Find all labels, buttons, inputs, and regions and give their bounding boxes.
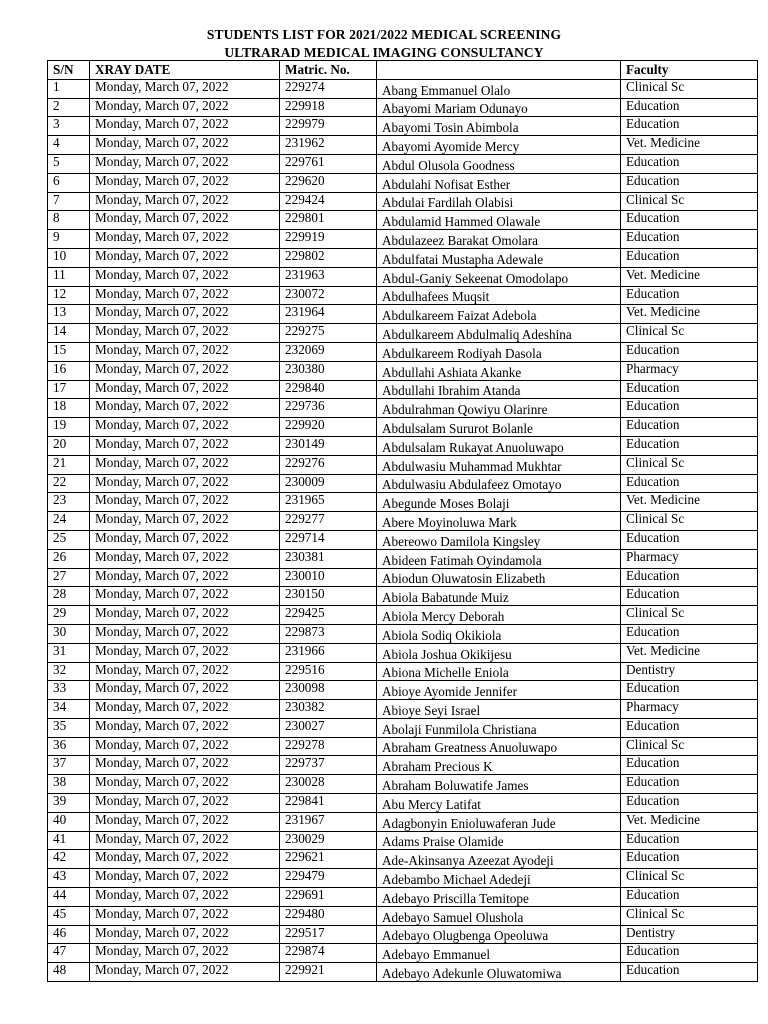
cell-sn: 37 [48,756,90,775]
cell-faculty: Vet. Medicine [621,305,758,324]
table-row [48,624,758,643]
cell-name: Abere Moyinoluwa Mark [377,512,621,531]
cell-xray-date: Monday, March 07, 2022 [90,888,280,907]
cell-faculty: Education [621,418,758,437]
table-row [48,549,758,568]
table-row [48,963,758,982]
cell-sn: 47 [48,944,90,963]
cell-faculty: Education [621,286,758,305]
cell-sn: 1 [48,79,90,98]
cell-sn: 6 [48,173,90,192]
cell-name: Abioye Ayomide Jennifer [377,681,621,700]
cell-xray-date: Monday, March 07, 2022 [90,136,280,155]
cell-xray-date: Monday, March 07, 2022 [90,436,280,455]
cell-sn: 38 [48,775,90,794]
cell-matric-no: 229874 [280,944,377,963]
cell-matric-no: 229918 [280,98,377,117]
table-row [48,662,758,681]
cell-faculty: Dentistry [621,662,758,681]
cell-name: Abu Mercy Latifat [377,794,621,813]
cell-faculty: Dentistry [621,925,758,944]
cell-sn: 17 [48,380,90,399]
cell-name: Abraham Boluwatife James [377,775,621,794]
cell-faculty: Education [621,117,758,136]
table-row [48,944,758,963]
cell-faculty: Pharmacy [621,549,758,568]
cell-name: Abdulhafees Muqsit [377,286,621,305]
table-row [48,831,758,850]
cell-name: Abdul Olusola Goodness [377,154,621,173]
table-row [48,906,758,925]
cell-matric-no: 229479 [280,869,377,888]
cell-name: Abereowo Damilola Kingsley [377,530,621,549]
cell-name: Abdulazeez Barakat Omolara [377,230,621,249]
cell-faculty: Education [621,399,758,418]
table-row [48,136,758,155]
cell-sn: 39 [48,794,90,813]
column-header-faculty: Faculty [621,61,758,80]
cell-name: Adebayo Emmanuel [377,944,621,963]
cell-xray-date: Monday, March 07, 2022 [90,568,280,587]
cell-faculty: Education [621,888,758,907]
cell-faculty: Education [621,831,758,850]
cell-matric-no: 232069 [280,342,377,361]
cell-name: Abraham Precious K [377,756,621,775]
table-row [48,324,758,343]
cell-matric-no: 231966 [280,643,377,662]
cell-faculty: Education [621,154,758,173]
table-row [48,643,758,662]
table-row [48,436,758,455]
document-header [0,26,768,62]
table-row [48,418,758,437]
cell-xray-date: Monday, March 07, 2022 [90,794,280,813]
cell-matric-no: 229736 [280,399,377,418]
cell-matric-no: 229714 [280,530,377,549]
cell-xray-date: Monday, March 07, 2022 [90,756,280,775]
table-row [48,98,758,117]
table-row [48,888,758,907]
cell-sn: 45 [48,906,90,925]
cell-xray-date: Monday, March 07, 2022 [90,944,280,963]
cell-faculty: Education [621,756,758,775]
students-table [47,60,758,982]
cell-xray-date: Monday, March 07, 2022 [90,718,280,737]
cell-sn: 46 [48,925,90,944]
cell-sn: 22 [48,474,90,493]
cell-faculty: Education [621,624,758,643]
cell-sn: 25 [48,530,90,549]
table-row [48,361,758,380]
cell-sn: 41 [48,831,90,850]
table-row [48,154,758,173]
table-row [48,399,758,418]
cell-matric-no: 230381 [280,549,377,568]
cell-name: Adagbonyin Enioluwaferan Jude [377,812,621,831]
cell-xray-date: Monday, March 07, 2022 [90,98,280,117]
cell-faculty: Education [621,794,758,813]
cell-name: Abdullahi Ibrahim Atanda [377,380,621,399]
cell-matric-no: 231964 [280,305,377,324]
cell-name: Adams Praise Olamide [377,831,621,850]
cell-xray-date: Monday, March 07, 2022 [90,643,280,662]
cell-xray-date: Monday, March 07, 2022 [90,587,280,606]
cell-faculty: Education [621,248,758,267]
cell-xray-date: Monday, March 07, 2022 [90,305,280,324]
cell-matric-no: 230027 [280,718,377,737]
cell-faculty: Vet. Medicine [621,812,758,831]
cell-name: Abideen Fatimah Oyindamola [377,549,621,568]
table-row [48,474,758,493]
cell-xray-date: Monday, March 07, 2022 [90,624,280,643]
cell-faculty: Education [621,211,758,230]
cell-name: Abiola Joshua Okikijesu [377,643,621,662]
cell-matric-no: 229274 [280,79,377,98]
cell-sn: 24 [48,512,90,531]
cell-faculty: Clinical Sc [621,324,758,343]
table-row [48,681,758,700]
cell-sn: 33 [48,681,90,700]
cell-xray-date: Monday, March 07, 2022 [90,248,280,267]
cell-name: Abayomi Tosin Abimbola [377,117,621,136]
cell-matric-no: 229425 [280,606,377,625]
cell-matric-no: 229761 [280,154,377,173]
cell-sn: 30 [48,624,90,643]
cell-matric-no: 229277 [280,512,377,531]
cell-matric-no: 229979 [280,117,377,136]
cell-matric-no: 231967 [280,812,377,831]
table-row [48,869,758,888]
cell-name: Abdul-Ganiy Sekeenat Omodolapo [377,267,621,286]
cell-matric-no: 231965 [280,493,377,512]
cell-name: Abraham Greatness Anuoluwapo [377,737,621,756]
cell-matric-no: 229841 [280,794,377,813]
cell-faculty: Education [621,530,758,549]
cell-faculty: Vet. Medicine [621,136,758,155]
table-row [48,850,758,869]
cell-matric-no: 229424 [280,192,377,211]
cell-faculty: Education [621,850,758,869]
cell-faculty: Education [621,775,758,794]
column-header-name [377,61,621,80]
cell-sn: 11 [48,267,90,286]
table-row [48,342,758,361]
cell-name: Abdulkareem Rodiyah Dasola [377,342,621,361]
cell-xray-date: Monday, March 07, 2022 [90,211,280,230]
cell-xray-date: Monday, March 07, 2022 [90,399,280,418]
cell-sn: 12 [48,286,90,305]
table-row [48,267,758,286]
cell-xray-date: Monday, March 07, 2022 [90,192,280,211]
column-header-sn: S/N [48,61,90,80]
cell-name: Abdulsalam Rukayat Anuoluwapo [377,436,621,455]
cell-xray-date: Monday, March 07, 2022 [90,963,280,982]
cell-xray-date: Monday, March 07, 2022 [90,925,280,944]
cell-name: Abiona Michelle Eniola [377,662,621,681]
cell-faculty: Clinical Sc [621,192,758,211]
cell-sn: 18 [48,399,90,418]
table-row [48,455,758,474]
cell-matric-no: 229801 [280,211,377,230]
cell-faculty: Education [621,681,758,700]
cell-name: Abiola Mercy Deborah [377,606,621,625]
cell-faculty: Clinical Sc [621,455,758,474]
cell-xray-date: Monday, March 07, 2022 [90,361,280,380]
cell-name: Adebayo Olugbenga Opeoluwa [377,925,621,944]
cell-name: Abiola Babatunde Muiz [377,587,621,606]
cell-name: Abioye Seyi Israel [377,700,621,719]
cell-matric-no: 230072 [280,286,377,305]
cell-matric-no: 229920 [280,418,377,437]
cell-xray-date: Monday, March 07, 2022 [90,850,280,869]
cell-name: Ade-Akinsanya Azeezat Ayodeji [377,850,621,869]
cell-matric-no: 229737 [280,756,377,775]
cell-sn: 32 [48,662,90,681]
cell-xray-date: Monday, March 07, 2022 [90,512,280,531]
cell-sn: 42 [48,850,90,869]
cell-matric-no: 230009 [280,474,377,493]
cell-matric-no: 229802 [280,248,377,267]
cell-xray-date: Monday, March 07, 2022 [90,230,280,249]
cell-sn: 20 [48,436,90,455]
cell-name: Adebayo Adekunle Oluwatomiwa [377,963,621,982]
cell-faculty: Education [621,587,758,606]
table-row [48,568,758,587]
cell-sn: 2 [48,98,90,117]
table-row [48,230,758,249]
cell-sn: 28 [48,587,90,606]
cell-sn: 5 [48,154,90,173]
cell-matric-no: 229921 [280,963,377,982]
cell-matric-no: 229480 [280,906,377,925]
cell-xray-date: Monday, March 07, 2022 [90,530,280,549]
table-row [48,530,758,549]
cell-faculty: Clinical Sc [621,606,758,625]
cell-matric-no: 230028 [280,775,377,794]
cell-matric-no: 229620 [280,173,377,192]
table-row [48,286,758,305]
cell-faculty: Clinical Sc [621,79,758,98]
cell-faculty: Education [621,944,758,963]
cell-matric-no: 229275 [280,324,377,343]
cell-matric-no: 230380 [280,361,377,380]
table-row [48,211,758,230]
cell-sn: 23 [48,493,90,512]
cell-faculty: Vet. Medicine [621,643,758,662]
cell-faculty: Clinical Sc [621,869,758,888]
table-row [48,700,758,719]
cell-xray-date: Monday, March 07, 2022 [90,267,280,286]
cell-xray-date: Monday, March 07, 2022 [90,493,280,512]
table-row [48,606,758,625]
cell-matric-no: 229873 [280,624,377,643]
cell-sn: 40 [48,812,90,831]
cell-sn: 26 [48,549,90,568]
cell-sn: 9 [48,230,90,249]
cell-sn: 3 [48,117,90,136]
cell-faculty: Education [621,173,758,192]
cell-name: Abiola Sodiq Okikiola [377,624,621,643]
cell-sn: 13 [48,305,90,324]
cell-xray-date: Monday, March 07, 2022 [90,606,280,625]
cell-faculty: Pharmacy [621,700,758,719]
cell-faculty: Education [621,718,758,737]
cell-sn: 7 [48,192,90,211]
cell-matric-no: 229919 [280,230,377,249]
cell-faculty: Clinical Sc [621,906,758,925]
table-row [48,718,758,737]
cell-sn: 29 [48,606,90,625]
cell-xray-date: Monday, March 07, 2022 [90,869,280,888]
cell-matric-no: 230010 [280,568,377,587]
cell-xray-date: Monday, March 07, 2022 [90,700,280,719]
document-subtitle: ULTRARAD MEDICAL IMAGING CONSULTANCY [224,45,544,60]
table-row [48,794,758,813]
cell-name: Adebambo Michael Adedeji [377,869,621,888]
cell-matric-no: 230382 [280,700,377,719]
table-header-row [48,61,758,80]
cell-sn: 31 [48,643,90,662]
cell-xray-date: Monday, March 07, 2022 [90,154,280,173]
cell-sn: 35 [48,718,90,737]
table-row [48,812,758,831]
cell-faculty: Vet. Medicine [621,493,758,512]
cell-name: Abayomi Mariam Odunayo [377,98,621,117]
cell-sn: 8 [48,211,90,230]
cell-matric-no: 229840 [280,380,377,399]
cell-matric-no: 229621 [280,850,377,869]
cell-sn: 21 [48,455,90,474]
cell-faculty: Clinical Sc [621,737,758,756]
cell-faculty: Education [621,436,758,455]
cell-name: Abdulfatai Mustapha Adewale [377,248,621,267]
cell-faculty: Education [621,474,758,493]
table-row [48,512,758,531]
cell-name: Adebayo Samuel Olushola [377,906,621,925]
cell-xray-date: Monday, March 07, 2022 [90,775,280,794]
cell-name: Abolaji Funmilola Christiana [377,718,621,737]
cell-xray-date: Monday, March 07, 2022 [90,342,280,361]
table-row [48,192,758,211]
cell-xray-date: Monday, March 07, 2022 [90,474,280,493]
table-row [48,756,758,775]
table-row [48,305,758,324]
cell-sn: 14 [48,324,90,343]
cell-matric-no: 229517 [280,925,377,944]
cell-faculty: Clinical Sc [621,512,758,531]
cell-matric-no: 230149 [280,436,377,455]
cell-name: Adebayo Priscilla Temitope [377,888,621,907]
table-row [48,587,758,606]
cell-faculty: Pharmacy [621,361,758,380]
cell-name: Abegunde Moses Bolaji [377,493,621,512]
table-row [48,79,758,98]
cell-matric-no: 230029 [280,831,377,850]
cell-name: Abayomi Ayomide Mercy [377,136,621,155]
cell-xray-date: Monday, March 07, 2022 [90,812,280,831]
cell-name: Abdullahi Ashiata Akanke [377,361,621,380]
cell-matric-no: 229278 [280,737,377,756]
cell-xray-date: Monday, March 07, 2022 [90,681,280,700]
cell-sn: 10 [48,248,90,267]
cell-xray-date: Monday, March 07, 2022 [90,418,280,437]
cell-matric-no: 229276 [280,455,377,474]
cell-xray-date: Monday, March 07, 2022 [90,455,280,474]
table-row [48,925,758,944]
cell-sn: 44 [48,888,90,907]
cell-xray-date: Monday, March 07, 2022 [90,737,280,756]
cell-name: Abdulamid Hammed Olawale [377,211,621,230]
cell-name: Abdulai Fardilah Olabisi [377,192,621,211]
cell-sn: 15 [48,342,90,361]
cell-faculty: Education [621,963,758,982]
cell-name: Abdulwasiu Abdulafeez Omotayo [377,474,621,493]
table-row [48,117,758,136]
cell-name: Abdulsalam Sururot Bolanle [377,418,621,437]
cell-xray-date: Monday, March 07, 2022 [90,662,280,681]
cell-name: Abiodun Oluwatosin Elizabeth [377,568,621,587]
table-row [48,248,758,267]
cell-faculty: Education [621,230,758,249]
cell-name: Abdulkareem Faizat Adebola [377,305,621,324]
cell-sn: 34 [48,700,90,719]
cell-matric-no: 231962 [280,136,377,155]
table-row [48,737,758,756]
cell-faculty: Vet. Medicine [621,267,758,286]
cell-name: Abang Emmanuel Olalo [377,79,621,98]
column-header-xray-date: XRAY DATE [90,61,280,80]
cell-matric-no: 230098 [280,681,377,700]
table-row [48,173,758,192]
cell-sn: 48 [48,963,90,982]
cell-xray-date: Monday, March 07, 2022 [90,906,280,925]
cell-sn: 4 [48,136,90,155]
cell-matric-no: 229691 [280,888,377,907]
cell-xray-date: Monday, March 07, 2022 [90,831,280,850]
cell-faculty: Education [621,568,758,587]
cell-name: Abdulahi Nofisat Esther [377,173,621,192]
cell-matric-no: 231963 [280,267,377,286]
cell-faculty: Education [621,342,758,361]
cell-sn: 43 [48,869,90,888]
column-header-matric-no: Matric. No. [280,61,377,80]
table-row [48,493,758,512]
cell-xray-date: Monday, March 07, 2022 [90,117,280,136]
document-title: STUDENTS LIST FOR 2021/2022 MEDICAL SCREENING [206,27,562,42]
cell-xray-date: Monday, March 07, 2022 [90,549,280,568]
cell-sn: 19 [48,418,90,437]
cell-matric-no: 230150 [280,587,377,606]
cell-faculty: Education [621,380,758,399]
cell-sn: 36 [48,737,90,756]
table-body [48,79,758,981]
cell-sn: 27 [48,568,90,587]
cell-sn: 16 [48,361,90,380]
cell-xray-date: Monday, March 07, 2022 [90,286,280,305]
table-row [48,380,758,399]
cell-name: Abdulrahman Qowiyu Olarinre [377,399,621,418]
cell-name: Abdulwasiu Muhammad Mukhtar [377,455,621,474]
table-row [48,775,758,794]
cell-xray-date: Monday, March 07, 2022 [90,79,280,98]
cell-xray-date: Monday, March 07, 2022 [90,324,280,343]
cell-matric-no: 229516 [280,662,377,681]
cell-name: Abdulkareem Abdulmaliq Adeshina [377,324,621,343]
cell-xray-date: Monday, March 07, 2022 [90,380,280,399]
cell-faculty: Education [621,98,758,117]
cell-xray-date: Monday, March 07, 2022 [90,173,280,192]
